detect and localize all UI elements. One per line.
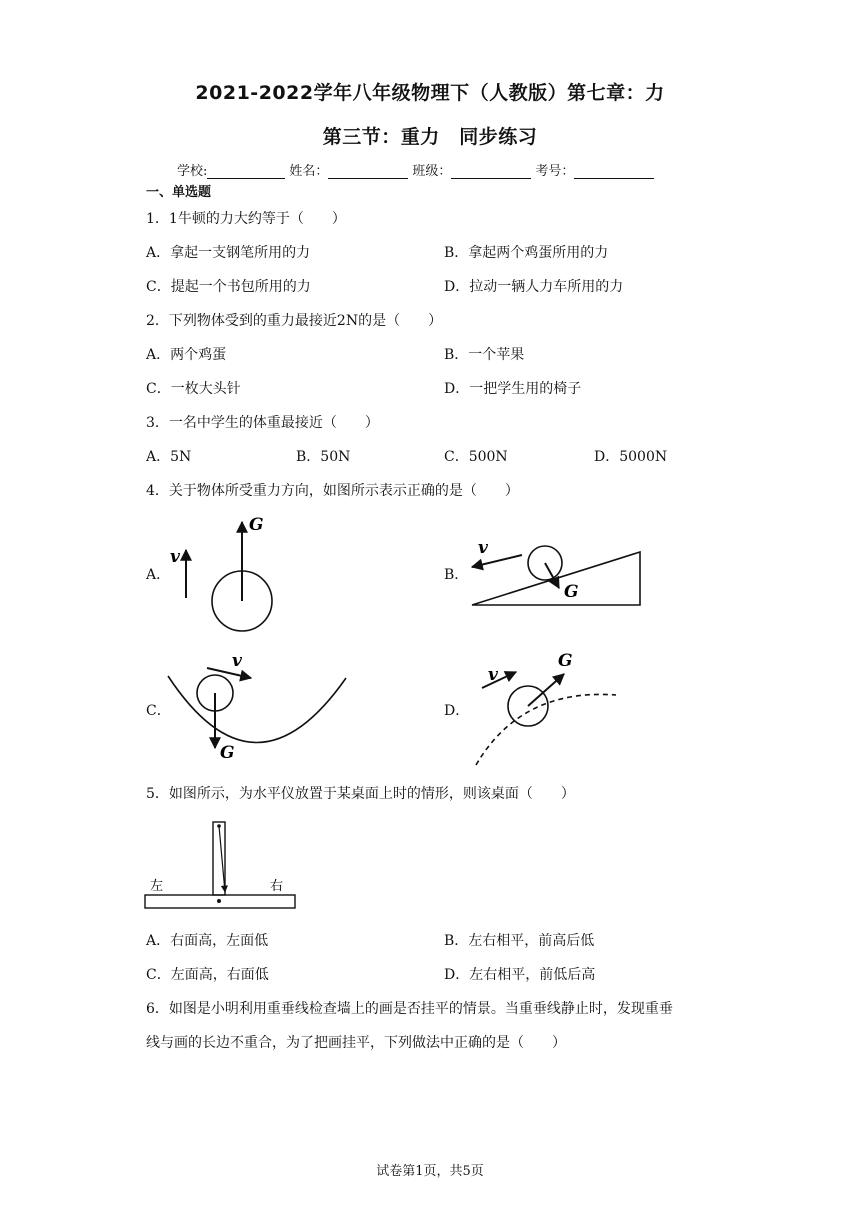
name-blank[interactable] [328,164,408,179]
figure-4d [466,650,636,770]
question-4-option-d[interactable]: D． [444,703,470,719]
class-label: 班级： [412,164,452,179]
question-6-stem-line2: 线与画的长边不重合，为了把画挂平，下列做法中正确的是（ ） [146,1035,566,1051]
question-3-option-b[interactable]: B．50N [296,449,351,465]
question-1-stem: 1．1牛顿的力大约等于（ ） [146,211,346,227]
question-3-stem: 3．一名中学生的体重最接近（ ） [146,415,379,431]
velocity-label: v [488,665,498,685]
velocity-label: v [478,538,488,558]
figure-4c [160,648,360,768]
left-label: 左 [150,879,164,894]
question-2-option-a[interactable]: A．两个鸡蛋 [146,347,227,363]
question-3-option-d[interactable]: D．5000N [594,449,668,465]
question-3-option-c[interactable]: C．500N [444,449,508,465]
question-6-stem-line1: 6．如图是小明利用重垂线检查墙上的画是否挂平的情景。当重垂线静止时，发现重垂 [146,1001,673,1017]
velocity-label: v [170,547,180,567]
question-5-stem: 5．如图所示，为水平仪放置于某桌面上时的情形，则该桌面（ ） [146,786,575,802]
name-label: 姓名： [289,164,329,179]
class-blank[interactable] [451,164,531,179]
question-1-option-a[interactable]: A．拿起一支钢笔所用的力 [146,245,311,261]
question-4-option-b[interactable]: B． [444,567,469,583]
exam-no-blank[interactable] [574,164,654,179]
right-label: 右 [270,879,284,894]
question-3-option-a[interactable]: A．5N [146,449,192,465]
question-2-option-c[interactable]: C．一枚大头针 [146,381,241,397]
question-1-option-d[interactable]: D．拉动一辆人力车所用的力 [444,279,624,295]
gravity-label: G [558,651,573,671]
page-footer: 试卷第1页，共5页 [376,1164,484,1179]
question-2-option-b[interactable]: B．一个苹果 [444,347,525,363]
question-1-option-b[interactable]: B．拿起两个鸡蛋所用的力 [444,245,609,261]
school-label: 学校: [177,164,208,179]
gravity-label: G [249,515,264,535]
gravity-label: G [564,582,579,602]
page-title-line2: 第三节：重力 同步练习 [322,126,538,148]
question-1-option-c[interactable]: C．提起一个书包所用的力 [146,279,311,295]
question-5-option-a[interactable]: A．右面高，左面低 [146,933,269,949]
page-title-line1: 2021-2022学年八年级物理下（人教版）第七章：力 [195,82,665,104]
question-2-stem: 2．下列物体受到的重力最接近2N的是（ ） [146,313,443,329]
question-5-option-b[interactable]: B．左右相平，前高后低 [444,933,595,949]
exam-no-label: 考号： [535,164,575,179]
student-info-line [177,160,658,179]
question-5-option-c[interactable]: C．左面高，右面低 [146,967,269,983]
section-title: 一、单选题 [146,185,212,200]
question-2-option-d[interactable]: D．一把学生用的椅子 [444,381,582,397]
school-blank[interactable] [207,164,285,179]
velocity-label: v [232,651,242,671]
question-4-option-c[interactable]: C． [146,703,171,719]
question-4-stem: 4．关于物体所受重力方向，如图所示表示正确的是（ ） [146,483,519,499]
question-4-option-a[interactable]: A． [146,567,171,583]
question-5-option-d[interactable]: D．左右相平，前低后高 [444,967,596,983]
figure-4b [460,535,650,610]
gravity-label: G [220,743,235,763]
figure-5-level [140,818,305,918]
figure-4a [160,510,290,640]
